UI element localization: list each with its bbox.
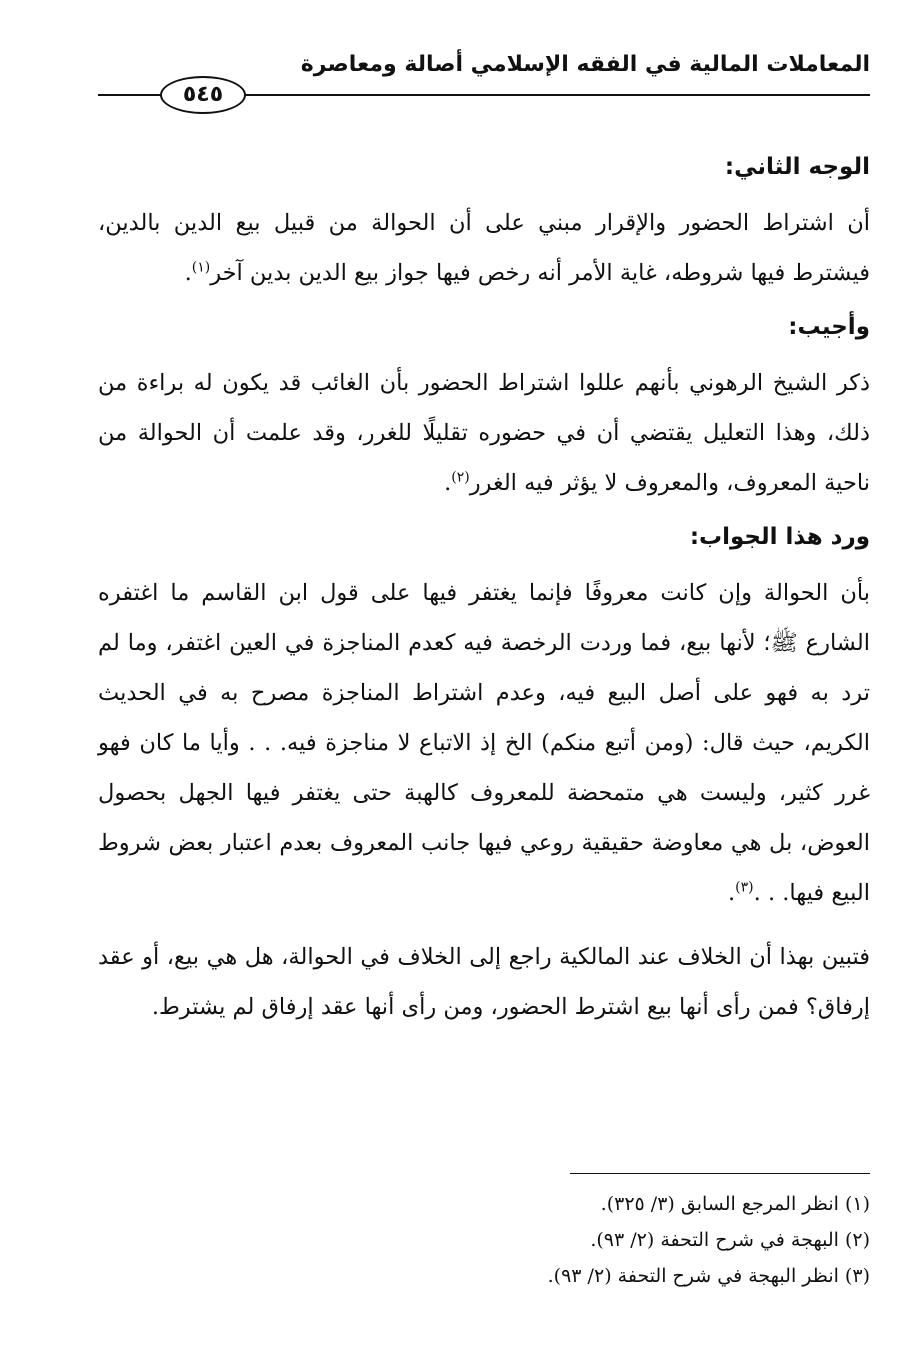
paragraph-3-text: بأن الحوالة وإن كانت معروفًا فإنما يغتفر فيها على قول ابن القاسم ما اغتفره الشارع ﷺ؛ لأنها بيع، فما وردت الرخصة فيه كعدم المناجزة في العين اغتفر، وما لم ترد به فهو على أصل البيع فيه، وعدم اشتراط المناجزة مصرح به في الحديث الكريم، حيث قال: (ومن أتبع منكم) الخ إذ الاتباع لا مناجزة فيه. . . وأيا ما كان فهو غرر كثير، وليست هي متمحضة للمعروف كالهبة حتى يغتفر فيها الجهل بحصول العوض، بل هي معاوضة حقيقية روعي فيها جانب المعروف بعدم اعتبار بعض شروط البيع فيها. . .	[98, 580, 870, 906]
section-heading-rebuttal: ورد هذا الجواب:	[689, 524, 870, 550]
footnote-1: (١) انظر المرجع السابق (٣/ ٣٢٥).	[600, 1193, 870, 1215]
footnote-2: (٢) البهجة في شرح التحفة (٢/ ٩٣).	[590, 1229, 870, 1251]
page-number: ٥٤٥	[160, 76, 246, 114]
footnote-separator	[570, 1173, 870, 1174]
footnote-ref-1: (١)	[191, 259, 211, 276]
paragraph-2: ذكر الشيخ الرهوني بأنهم عللوا اشتراط الحضور بأن الغائب قد يكون له براءة من ذلك، وهذا التعليل يقتضي أن في حضوره تقليلًا للغرر، وقد علمت أن الحوالة من ناحية المعروف، والمعروف لا يؤثر فيه الغرر$^{(٢)}$.	[98, 370, 870, 496]
footnote-3: (٣) انظر البهجة في شرح التحفة (٢/ ٩٣).	[547, 1265, 870, 1287]
footnote-ref-3: (٣)	[735, 879, 754, 896]
paragraph-1: أن اشتراط الحضور والإقرار مبني على أن الحوالة من قبيل بيع الدين بالدين، فيشترط فيها شروطه، غاية الأمر أنه رخص فيها جواز بيع الدين بدين آخر$^{(١)}$.	[98, 210, 870, 286]
footnote-ref-2: (٢)	[451, 469, 470, 486]
paragraph-4: فتبين بهذا أن الخلاف عند المالكية راجع إلى الخلاف في الحوالة، هل هي بيع، أو عقد إرفاق؟ فمن رأى أنها بيع اشترط الحضور، ومن رأى أنها عقد إرفاق لم يشترط.	[98, 944, 870, 1020]
section-heading-second-aspect: الوجه الثاني:	[724, 154, 870, 180]
section-heading-answer: وأجيب:	[788, 314, 870, 340]
paragraph-2-text: ذكر الشيخ الرهوني بأنهم عللوا اشتراط الحضور بأن الغائب قد يكون له براءة من ذلك، وهذا التعليل يقتضي أن في حضوره تقليلًا للغرر، وقد علمت أن الحوالة من ناحية المعروف، والمعروف لا يؤثر فيه الغرر	[98, 370, 870, 496]
running-header-title: المعاملات المالية في الفقه الإسلامي أصالة ومعاصرة	[300, 52, 870, 77]
paragraph-1-text: أن اشتراط الحضور والإقرار مبني على أن الحوالة من قبيل بيع الدين بالدين، فيشترط فيها شروطه، غاية الأمر أنه رخص فيها جواز بيع الدين بدين آخر	[98, 210, 870, 286]
main-text	[98, 142, 870, 1036]
footnotes	[98, 1186, 870, 1294]
paragraph-3: بأن الحوالة وإن كانت معروفًا فإنما يغتفر فيها على قول ابن القاسم ما اغتفره الشارع ﷺ؛ لأنها بيع، فما وردت الرخصة فيه كعدم المناجزة في العين اغتفر، وما لم ترد به فهو على أصل البيع فيه، وعدم اشتراط المناجزة مصرح به في الحديث الكريم، حيث قال: (ومن أتبع منكم) الخ إذ الاتباع لا مناجزة فيه. . . وأيا ما كان فهو غرر كثير، وليست هي متمحضة للمعروف كالهبة حتى يغتفر فيها الجهل بحصول العوض، بل هي معاوضة حقيقية روعي فيها جانب المعروف بعدم اعتبار بعض شروط البيع فيها. . .$^{(٣)}$.	[98, 580, 870, 906]
